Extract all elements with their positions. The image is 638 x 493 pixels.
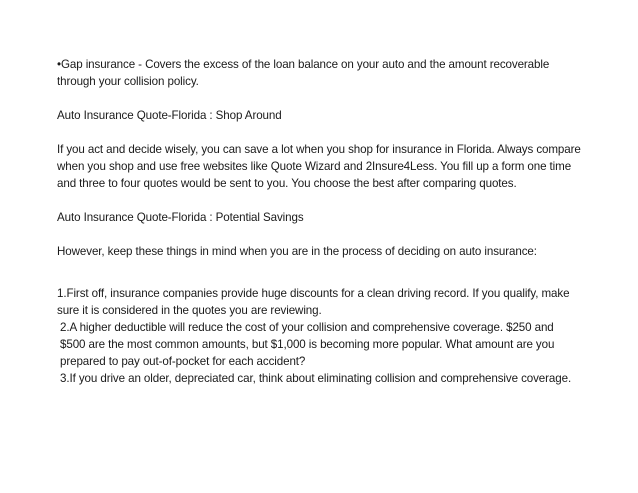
heading-potential-savings: Auto Insurance Quote-Florida : Potential Savings: [57, 211, 304, 224]
spacer: [57, 90, 582, 107]
document-body: [57, 56, 582, 387]
paragraph-potential-savings: However, keep these things in mind when you are in the process of deciding on auto insurance:: [57, 245, 537, 258]
heading-shop-around: Auto Insurance Quote-Florida : Shop Around: [57, 109, 282, 122]
list-item: 3.If you drive an older, depreciated car, think about eliminating collision and comprehensive coverage.: [60, 372, 572, 385]
bullet-gap-insurance: •Gap insurance - Covers the excess of the loan balance on your auto and the amount recoverable through your collision policy.: [57, 58, 550, 88]
paragraph-shop-around: If you act and decide wisely, you can save a lot when you shop for insurance in Florida. Always compare when you shop and use free websites like Quote Wizard and 2Insure4Less. You fill up a form one time and three to four quotes would be sent to you. You choose the best after comparing quotes.: [57, 143, 581, 190]
list-item: 1.First off, insurance companies provide huge discounts for a clean driving record. If you qualify, make sure it is considered in the quotes you are reviewing.: [57, 287, 570, 317]
list-item: 2.A higher deductible will reduce the cost of your collision and comprehensive coverage. $250 and $500 are the most common amounts, but $1,000 is becoming more popular. What amount are you prepared to pay out-of-pocket for each accident?: [60, 321, 555, 368]
spacer: [57, 192, 582, 209]
spacer: [57, 260, 582, 285]
spacer: [57, 226, 582, 243]
spacer: [57, 124, 582, 141]
